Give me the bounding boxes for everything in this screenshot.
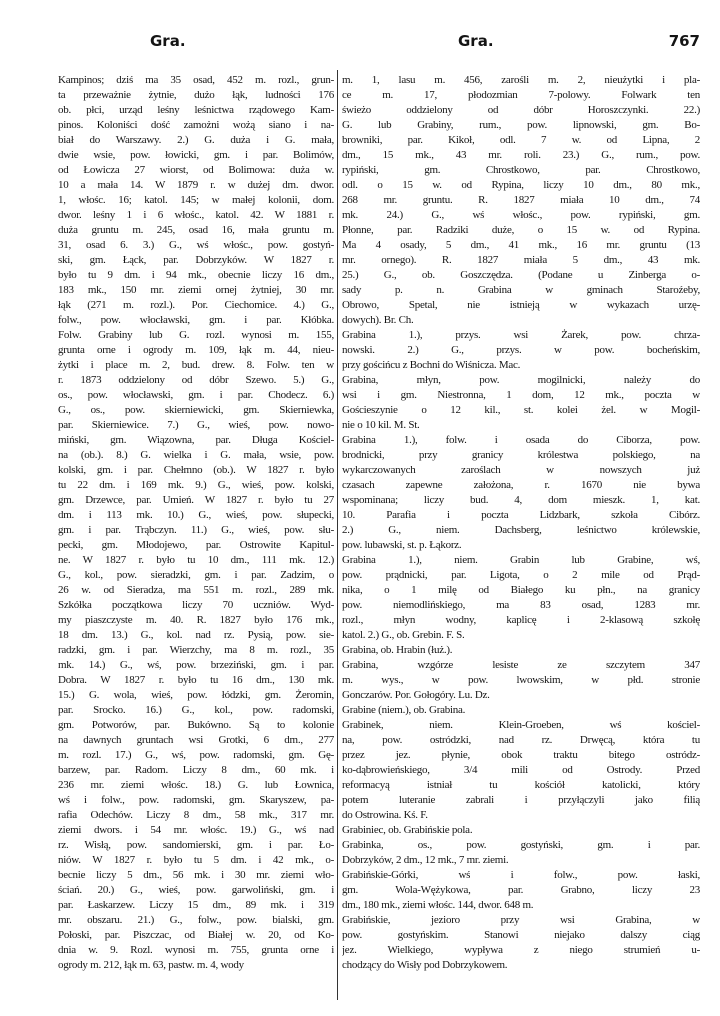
text-line: ściań. 20.) G., wieś, pow. garwoliński, gm. i: [58, 884, 334, 896]
text-line: sady p. n. Grabina w gminach Staroźeby,: [342, 284, 700, 296]
text-line: do Ostrowina. Kś. F.: [342, 809, 428, 821]
text-line: na, pow. ostródzki, nad rz. Drwęcą, która tu: [342, 734, 700, 746]
text-line: ob. płci, urząd leśny leśnictwa rządowego Kam-: [58, 104, 334, 116]
text-line: Folw. Grabiny lub G. rozl. wynosi m. 155,: [58, 329, 334, 341]
text-line: pecki, gm. Młodojewo, par. Ostrowite Kapitul-: [58, 539, 334, 551]
text-line: katol. 2.) G., ob. Grebin. F. S.: [342, 629, 465, 641]
text-line: Gościeszynie o 12 kil., st. kolei żel. w Mogil-: [342, 404, 700, 416]
text-line: miński, gm. Wiązowna, par. Długa Kościel-: [58, 434, 334, 446]
text-line: mk. 24.) G., wś włośc., pow. rypiński, gm.: [342, 209, 700, 221]
text-line: dm. i 113 mk. 10.) G., wieś, pow. słupecki,: [58, 509, 334, 521]
text-line: świeżo oddzielony od dóbr Horoszczynki. 22.): [342, 104, 700, 116]
text-line: 236 mr. ziemi włośc. 18.) G. lub Łownica,: [58, 779, 334, 791]
text-line: wykarczowanych zaroślach w nowszych już: [342, 464, 700, 476]
text-line: nie o 10 kil. M. St.: [342, 419, 420, 431]
text-line: gm. Wola-Wężykowa, par. Grabno, liczy 23: [342, 884, 700, 896]
text-line: Płonne, par. Radziki duże, o 15 w. od Rypina.: [342, 224, 700, 236]
text-line: pow. niemodlińskiego, ma 83 osad, 1283 mr.: [342, 599, 700, 611]
text-line: jez. Wielkiego, wypływa z niego strumień u-: [342, 944, 700, 956]
text-line: 10 a mała 14. W 1879 r. w dużej dm. dwor.: [58, 179, 334, 191]
text-line: przy gościńcu z Bochni do Wiśnicza. Mac.: [342, 359, 521, 371]
header-center-word: Gra.: [458, 32, 494, 50]
text-line: ce m. 17, płodozmian 7-polowy. Folwark ten: [342, 89, 700, 101]
text-line: wsi i gm. Niestronna, 1 dom, 12 mk., poczta w: [342, 389, 700, 401]
text-line: par. Łaskarzew. Liczy 15 dm., 89 mk. i 319: [58, 899, 334, 911]
text-line: nowski. 2.) G., przys. w pow. bocheńskim,: [342, 344, 700, 356]
text-line: ziemi dwors. i 54 mr. włośc. 19.) G., wś nad: [58, 824, 334, 836]
text-line: nika, o 1 milę od Białego ku płn., na granicy: [342, 584, 700, 596]
text-line: ne. W 1827 r. było tu 10 dm., 111 mk. 12.): [58, 554, 334, 566]
text-line: gm. Potworów, par. Bukówno. Są to kolonie: [58, 719, 334, 731]
text-line: chodzący do Wisły pod Dobrzykowem.: [342, 959, 508, 971]
text-line: duża gruntu m. 245, osad 16, mała gruntu m.: [58, 224, 334, 236]
text-line: Grabina, młyn, pow. mogilnicki, należy do: [342, 374, 700, 386]
text-line: od Łowicza 27 wiorst, od Bolimowa: duża w.: [58, 164, 334, 176]
text-line: G., os., pow. skierniewicki, gm. Skierniewka,: [58, 404, 334, 416]
text-line: dnia w. 9. Rozl. wynosi m. 755, grunta orne i: [58, 944, 334, 956]
text-line: Grabiniec, ob. Grabińskie pola.: [342, 824, 473, 836]
text-line: dwor. leśny 1 i 6 włośc., katol. 42. W 1881 r.: [58, 209, 334, 221]
text-line: 268 mr. gruntu. R. 1827 miała 10 dm., 74: [342, 194, 700, 206]
text-line: par. Srocko. 16.) G., kol., pow. radomski,: [58, 704, 334, 716]
text-line: becnie liczy 5 dm., 56 mk. i 30 mr. ziemi wło-: [58, 869, 334, 881]
text-line: 1, włośc. 16; katol. 145; w małej kolonii, dom.: [58, 194, 334, 206]
text-line: gm. i par. Trąbczyn. 11.) G., wieś, pow. słu-: [58, 524, 334, 536]
text-line: 2.) G., niem. Dachsberg, leśnictwo królewskie,: [342, 524, 700, 536]
right-column: [342, 73, 700, 973]
text-line: na dawnych gruntach wsi Grotki, 6 dm., 277: [58, 734, 334, 746]
text-line: m. rozl. 17.) G., wś, pow. radomski, gm. Gę-: [58, 749, 334, 761]
text-line: przez jez. płynie, obok traktu bitego ostródz-: [342, 749, 700, 761]
text-line: folw., pow. włocławski, gm. i par. Kłóbka.: [58, 314, 334, 326]
text-line: dm., 180 mk., ziemi włośc. 144, dwor. 648 m.: [342, 899, 534, 911]
text-line: tu 22 dm. i 169 mk. 9.) G., wieś, pow. kolski,: [58, 479, 334, 491]
text-line: Grabine (niem.), ob. Grabina.: [342, 704, 466, 716]
text-line: reformacyą istniał tu kościół katolicki, który: [342, 779, 700, 791]
text-line: Grabińskie, jezioro przy wsi Grabina, w: [342, 914, 700, 926]
text-line: ski, gm. Łąck, par. Dobrzyków. W 1827 r.: [58, 254, 334, 266]
text-line: ta przeważnie żytnie, dużo łąk, ludności 176: [58, 89, 334, 101]
text-line: rz. Wisłą, pow. sandomierski, gm. i par. Ło-: [58, 839, 334, 851]
text-line: żytki i place m. 2, bud. drew. 8. Folw. ten w: [58, 359, 334, 371]
text-line: browniki, par. Kikoł, odl. 7 w. od Lipna, 2: [342, 134, 700, 146]
text-line: mr. ornego). R. 1827 miała 5 dm., 43 mk.: [342, 254, 700, 266]
text-line: 10. Parafia i poczta Lidzbark, szkoła Cibórz.: [342, 509, 700, 521]
text-line: radzki, gm. i par. Wierzchy, ma 8 m. rozl., 35: [58, 644, 334, 656]
text-line: Grabinek, niem. Klein-Groeben, wś kościel-: [342, 719, 700, 731]
text-line: grunta orne i ogrody m. 109, łąk m. 44, nieu-: [58, 344, 334, 356]
text-line: potem luteranie zabrali i przyłączyli jako filią: [342, 794, 700, 806]
text-line: rypiński, gm. Chrostkowo, par. Chrostkowo,: [342, 164, 700, 176]
text-line: pinos. Koloniści dość zamożni wożą siano i na-: [58, 119, 334, 131]
text-line: rafia Odechów. Liczy 8 dm., 58 mk., 317 mr.: [58, 809, 334, 821]
text-line: 25.) G., ob. Goszczędza. (Podane u Zinberga o-: [342, 269, 700, 281]
text-line: łąk (271 m. rozl.). Por. Ciechomice. 4.) G.,: [58, 299, 334, 311]
text-line: Obrowo, Spetal, nie istnieją w wykazach urzę-: [342, 299, 700, 311]
text-line: barzew, par. Radom. Liczy 8 dm., 60 mk. i: [58, 764, 334, 776]
text-line: mr. obszaru. 21.) G., folw., pow. bialski, gm.: [58, 914, 334, 926]
text-line: Grabinka, os., pow. gostyński, gm. i par.: [342, 839, 700, 851]
text-line: Grabina, wzgórze lesiste ze szczytem 347: [342, 659, 700, 671]
text-line: było tu 9 dm. i 94 mk., obecnie liczy 16 dm.,: [58, 269, 334, 281]
running-header: [58, 32, 700, 56]
text-line: na (ob.). 8.) G. wielka i G. mała, wsie, pow.: [58, 449, 334, 461]
page-number: 767: [668, 32, 700, 50]
text-line: Dobrzyków, 2 dm., 12 mk., 7 mr. ziemi.: [342, 854, 509, 866]
text-line: dwie wsie, pow. łowicki, gm. i par. Bolimów,: [58, 149, 334, 161]
text-line: pow. gostyńskim. Stanowi niejako dalszy ciąg: [342, 929, 700, 941]
text-line: m. 1, lasu m. 456, zarośli m. 2, nieużytki i pla-: [342, 74, 700, 86]
text-line: ogrody m. 212, łąk m. 63, pastw. m. 4, wody: [58, 959, 244, 971]
text-line: Grabina 1.), przys. wsi Żarek, pow. chrza-: [342, 329, 700, 341]
text-line: kolski, gm. i par. Chełmno (ob.). W 1827 r. było: [58, 464, 334, 476]
text-line: 31, osad 6. 3.) G., wś włośc., pow. gostyń-: [58, 239, 334, 251]
text-line: dowych). Br. Ch.: [342, 314, 414, 326]
text-line: par. Skierniewice. 7.) G., wieś, pow. nowo-: [58, 419, 334, 431]
left-column: [58, 73, 334, 973]
text-line: rozl., młyn wodny, kaplicę i 2-klasową szkołę: [342, 614, 700, 626]
text-line: r. 1873 oddzielony od dóbr Szewo. 5.) G.,: [58, 374, 334, 386]
text-line: Połoski, par. Piszczac, od Białej w. 20, od Ko-: [58, 929, 334, 941]
text-line: G. lub Grabiny, rum., pow. lipnowski, gm. Bo-: [342, 119, 700, 131]
text-line: Gonczarów. Por. Gołogóry. Lu. Dz.: [342, 689, 490, 701]
text-line: G., kol., pow. sieradzki, gm. i par. Zadzim, o: [58, 569, 334, 581]
text-line: m. wys., w pow. lwowskim, w płd. stronie: [342, 674, 700, 686]
text-line: 15.) G. wola, wieś, pow. łódzki, gm. Żeromin,: [58, 689, 334, 701]
text-line: pow. prądnicki, par. Ligota, o 2 mile od Prąd-: [342, 569, 700, 581]
text-line: niów. W 1827 r. było tu 5 dm. i 42 mk., o-: [58, 854, 334, 866]
text-line: biał do Warszawy. 2.) G. duża i G. mała,: [58, 134, 334, 146]
text-line: Grabina 1.), niem. Grabin lub Grabine, wś,: [342, 554, 700, 566]
text-line: Ma 4 osady, 5 dm., 41 mk., 16 mr. gruntu (13: [342, 239, 700, 251]
text-line: gm. Drzewce, par. Umień. W 1827 r. było tu 27: [58, 494, 334, 506]
text-line: wspominana; liczy bud. 4, dom mieszk. 1, kat.: [342, 494, 700, 506]
column-divider: [337, 70, 338, 1000]
text-line: pow. lubawski, st. p. Łąkorz.: [342, 539, 462, 551]
text-line: Grabina, ob. Hrabin (łuż.).: [342, 644, 453, 656]
text-line: dm., 15 mk., 43 mr. roli. 23.) G., rum., pow.: [342, 149, 700, 161]
text-line: brodnicki, przy granicy królestwa polskiego, na: [342, 449, 700, 461]
text-line: 18 dm. 13.) G., kol. nad rz. Pysią, pow. sie-: [58, 629, 334, 641]
header-left-word: Gra.: [150, 32, 186, 50]
text-line: mk. 14.) G., wś, pow. brzeziński, gm. i par.: [58, 659, 334, 671]
text-line: Dobra. W 1827 r. było tu 16 dm., 130 mk.: [58, 674, 334, 686]
text-line: ko-dąbrowieńskiego, 3/4 mili od Ostrody. Przed: [342, 764, 700, 776]
text-line: 183 mk., 150 mr. ziemi ornej żytniej, 30 mr.: [58, 284, 334, 296]
text-line: my piaszczyste m. 40. R. 1827 było 176 mk.,: [58, 614, 334, 626]
text-line: Szkółka początkowa liczy 70 uczniów. Wyd-: [58, 599, 334, 611]
text-line: Kampinos; dziś ma 35 osad, 452 m. rozl., grun-: [58, 74, 334, 86]
text-line: wś i folw., pow. radomski, gm. Skaryszew, pa-: [58, 794, 334, 806]
text-line: os., pow. włocławski, gm. i par. Chodecz. 6.): [58, 389, 334, 401]
text-line: Grabińskie-Górki, wś i folw., pow. łaski,: [342, 869, 700, 881]
text-line: czasach zapewne założona, r. 1670 nie bywa: [342, 479, 700, 491]
text-line: Grabina 1.), folw. i osada do Ciborza, pow.: [342, 434, 700, 446]
text-line: 26 w. od Sieradza, ma 551 m. rozl., 289 mk.: [58, 584, 334, 596]
text-line: odl. o 15 w. od Rypina, liczy 10 dm., 80 mk.,: [342, 179, 700, 191]
